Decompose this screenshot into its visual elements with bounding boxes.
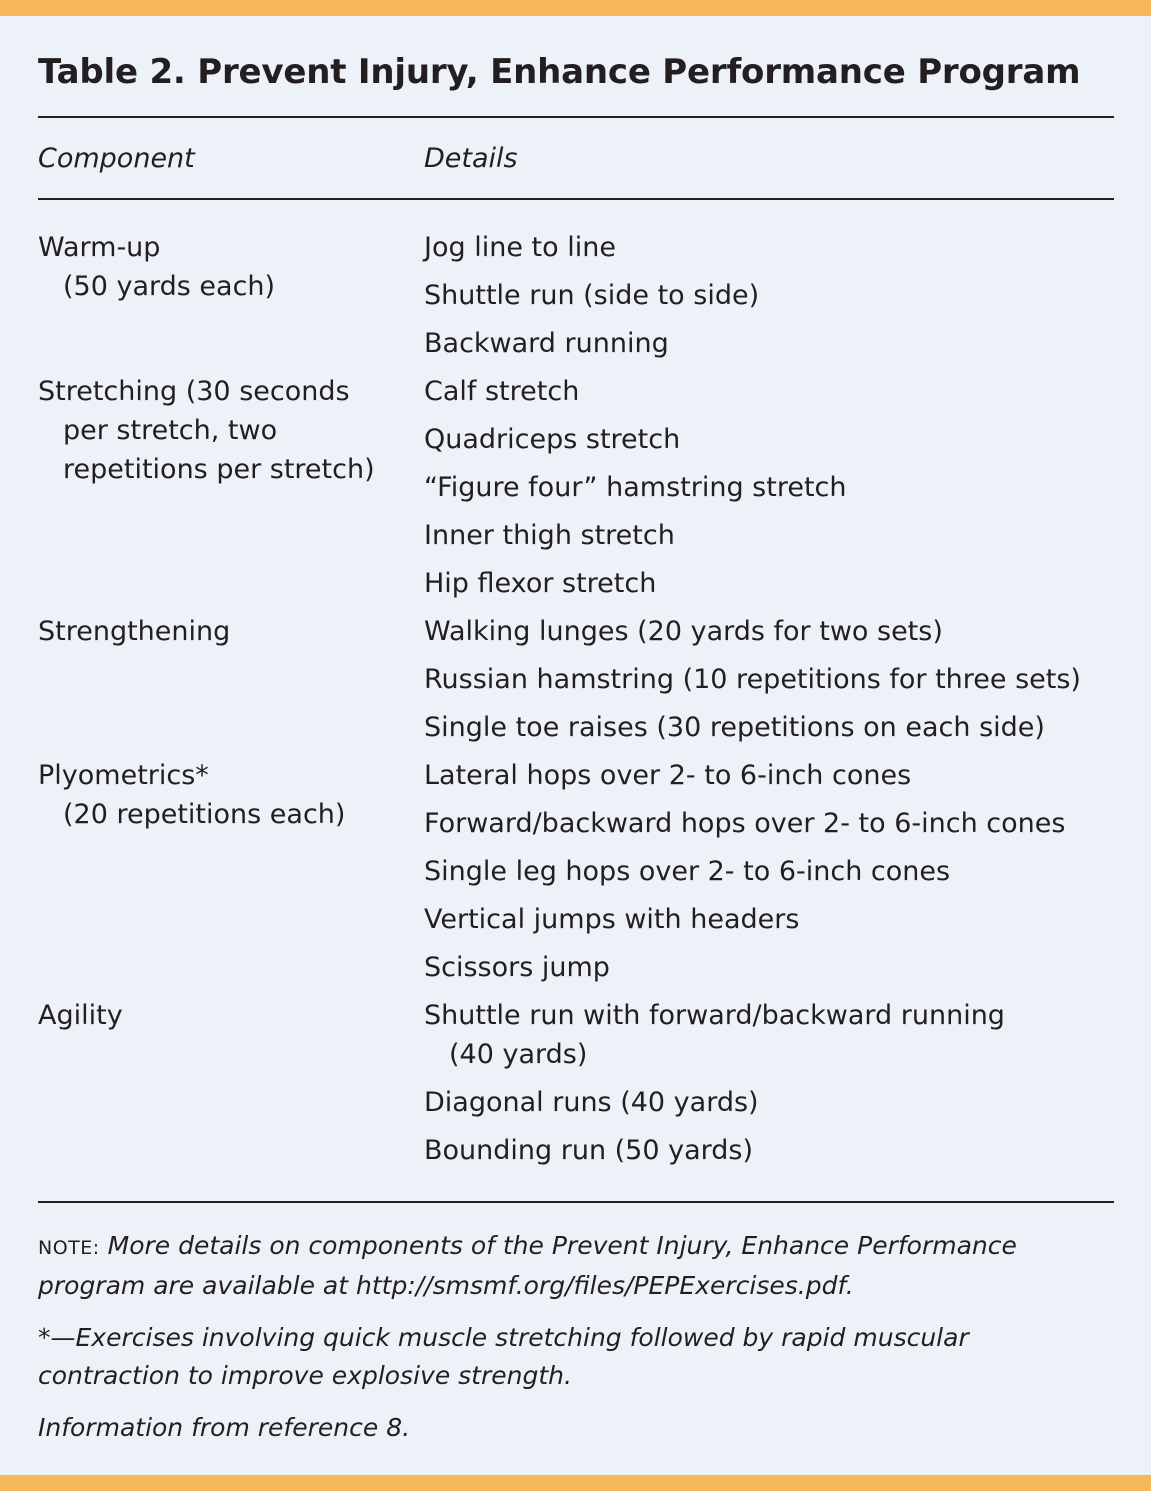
detail-text: Jog line to line [424, 232, 616, 263]
table-row [38, 996, 1114, 1179]
detail-item [424, 660, 1114, 699]
note-text: More details on components of the Prevent Injury, Enhance Performance program are available at http://smsmf.org/files/PEPExercises.pdf. [38, 1231, 1017, 1300]
detail-item [424, 228, 1114, 267]
details-cell [424, 996, 1114, 1179]
detail-item [424, 468, 1114, 507]
footnote: *—Exercises involving quick muscle stretching followed by rapid muscular contraction to improve explosive strength. [38, 1323, 969, 1390]
detail-text: Lateral hops over 2- to 6-inch cones [424, 760, 912, 791]
component-line: per stretch, two [63, 415, 278, 446]
detail-item [424, 948, 1114, 987]
detail-text: Hip flexor stretch [424, 568, 657, 599]
detail-text: Bounding run (50 yards) [424, 1135, 754, 1166]
detail-item [424, 372, 1114, 411]
header-details: Details [424, 142, 518, 174]
component-cell [38, 228, 424, 372]
details-cell [424, 228, 1114, 372]
detail-item [424, 324, 1114, 363]
detail-text: Shuttle run with forward/backward running [424, 1000, 1005, 1031]
table-row [38, 228, 1114, 372]
detail-item [424, 804, 1114, 843]
detail-item [424, 996, 1114, 1074]
detail-item [424, 612, 1114, 651]
detail-item [424, 1131, 1114, 1170]
table-row [38, 612, 1114, 756]
detail-text: Scissors jump [424, 952, 610, 983]
component-line: Stretching (30 seconds [38, 376, 350, 407]
detail-text: Russian hamstring (10 repetitions for three sets) [424, 664, 1081, 695]
detail-text: Calf stretch [424, 376, 580, 407]
note [38, 1227, 1114, 1305]
bottom-rule [38, 1201, 1114, 1203]
component-line: Warm-up [38, 232, 161, 263]
detail-item [424, 516, 1114, 555]
table-row [38, 372, 1114, 612]
detail-text: Vertical jumps with headers [424, 904, 800, 935]
component-cell [38, 372, 424, 612]
detail-text: Diagonal runs (40 yards) [424, 1087, 759, 1118]
detail-item [424, 1083, 1114, 1122]
component-cell [38, 756, 424, 996]
component-line: repetitions per stretch) [63, 454, 375, 485]
table-title: Table 2. Prevent Injury, Enhance Performance Program [38, 52, 1081, 92]
detail-item [424, 708, 1114, 747]
bottom-accent-bar [0, 1475, 1151, 1491]
detail-item [424, 420, 1114, 459]
detail-item [424, 852, 1114, 891]
component-line: (50 yards each) [63, 271, 276, 302]
detail-text: Walking lunges (20 yards for two sets) [424, 616, 943, 647]
source-note: Information from reference 8. [38, 1413, 411, 1442]
note-prefix: NOTE: [38, 1237, 100, 1259]
detail-text: Forward/backward hops over 2- to 6-inch cones [424, 808, 1066, 839]
detail-continuation: (40 yards) [449, 1039, 588, 1070]
table-row [38, 756, 1114, 996]
top-accent-bar [0, 0, 1151, 16]
details-cell [424, 612, 1114, 756]
component-line: Agility [38, 1000, 123, 1031]
header-rule [38, 198, 1114, 200]
component-cell [38, 612, 424, 756]
details-cell [424, 756, 1114, 996]
detail-text: Backward running [424, 328, 669, 359]
component-line: Strengthening [38, 616, 231, 647]
detail-text: Inner thigh stretch [424, 520, 675, 551]
detail-text: “Figure four” hamstring stretch [424, 472, 847, 503]
component-cell [38, 996, 424, 1179]
program-table [38, 228, 1114, 1179]
detail-text: Single toe raises (30 repetitions on each side) [424, 712, 1045, 743]
details-cell [424, 372, 1114, 612]
table-body [38, 228, 1114, 1179]
detail-text: Quadriceps stretch [424, 424, 681, 455]
detail-item [424, 276, 1114, 315]
header-component: Component [38, 142, 195, 174]
detail-text: Single leg hops over 2- to 6-inch cones [424, 856, 951, 887]
table-container [38, 48, 1114, 1461]
column-headers [38, 118, 1114, 198]
detail-text: Shuttle run (side to side) [424, 280, 760, 311]
component-line: (20 repetitions each) [63, 799, 346, 830]
component-line: Plyometrics* [38, 760, 209, 791]
detail-item [424, 756, 1114, 795]
notes-section [38, 1227, 1114, 1447]
detail-item [424, 564, 1114, 603]
detail-item [424, 900, 1114, 939]
